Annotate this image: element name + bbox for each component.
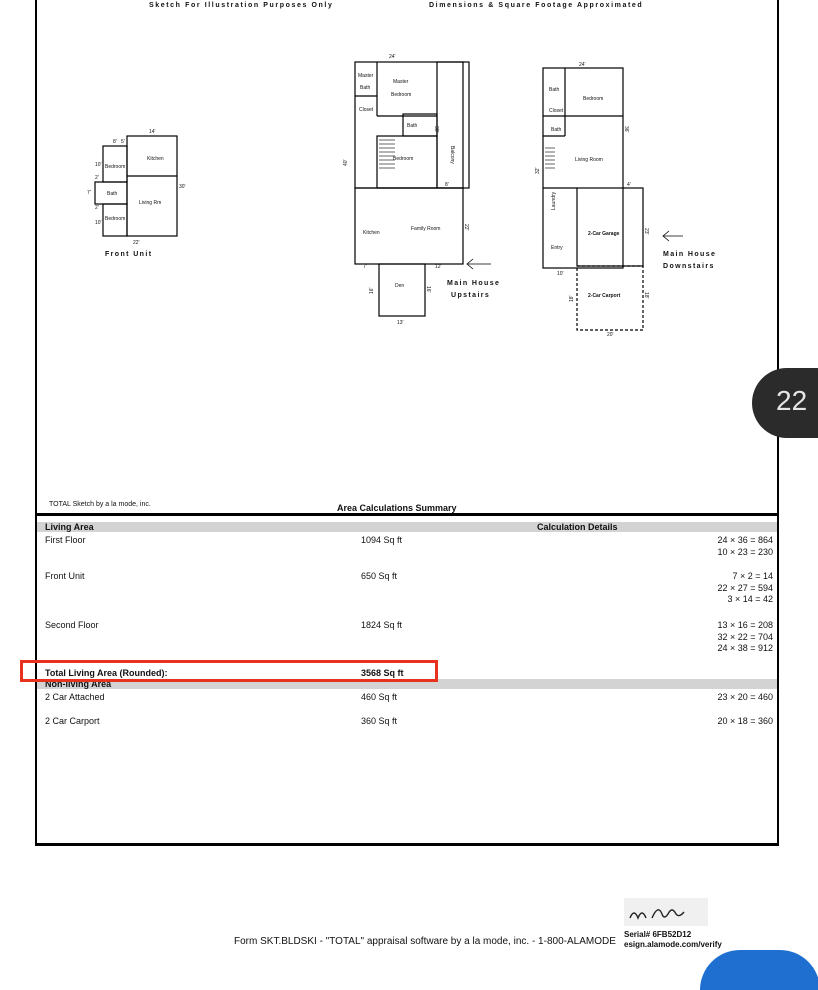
upstairs-room: Master bbox=[358, 73, 374, 79]
downstairs-dim: 24' bbox=[579, 62, 586, 68]
upstairs-caption: Upstairs bbox=[451, 292, 491, 299]
downstairs-room: Bath bbox=[549, 87, 560, 93]
upstairs-dim: 16' bbox=[369, 287, 375, 294]
upstairs-room: Den bbox=[395, 283, 405, 289]
front-unit-dim: 10' bbox=[95, 162, 102, 168]
sketch-disclaimer: Sketch For Illustration Purposes Only bbox=[149, 2, 334, 9]
serial-block bbox=[624, 930, 722, 950]
downstairs-dim: 32' bbox=[535, 167, 541, 174]
downstairs-room: Living Room bbox=[575, 157, 603, 163]
calc-line: 24 × 36 = 864 bbox=[717, 535, 773, 545]
upstairs-plan bbox=[355, 62, 469, 316]
direction-arrows bbox=[467, 231, 683, 269]
footer-form-text: Form SKT.BLDSKI - "TOTAL" appraisal software by a la mode, inc. - 1-800-ALAMODE bbox=[234, 936, 616, 947]
upstairs-dim: 24' bbox=[389, 54, 396, 60]
upstairs-room: Family Room bbox=[411, 226, 441, 232]
row-label: Front Unit bbox=[45, 571, 85, 581]
calc-line: 32 × 22 = 704 bbox=[717, 631, 773, 642]
front-unit-dim: 2' bbox=[95, 205, 99, 211]
upstairs-dim: 22' bbox=[463, 224, 469, 231]
upstairs-room: Closet bbox=[359, 107, 374, 113]
serial-number: Serial# 6FB52D12 bbox=[624, 930, 692, 939]
row-area: 460 Sq ft bbox=[361, 692, 398, 702]
front-unit-dim: 5' bbox=[121, 139, 125, 145]
corner-accent bbox=[700, 950, 818, 990]
front-unit-caption: Front Unit bbox=[105, 251, 153, 258]
front-unit-room: Bedroom bbox=[105, 164, 126, 170]
upstairs-room: Bedroom bbox=[391, 92, 412, 98]
living-area-header: Living Area bbox=[45, 522, 94, 532]
front-unit-room: Bedroom bbox=[105, 216, 126, 222]
page-number: 22 bbox=[776, 385, 808, 416]
upstairs-caption: Main House bbox=[447, 280, 501, 287]
downstairs-caption: Downstairs bbox=[663, 263, 715, 270]
front-unit-dim: 10' bbox=[95, 220, 102, 226]
row-label: Second Floor bbox=[45, 620, 99, 630]
front-unit-dim: 2' bbox=[95, 175, 99, 181]
total-label: Total Living Area (Rounded): bbox=[45, 668, 168, 678]
calc-line: 24 × 38 = 912 bbox=[717, 643, 773, 653]
row-area: 360 Sq ft bbox=[361, 716, 398, 726]
document-page bbox=[35, 0, 779, 846]
area-summary-title: Area Calculations Summary bbox=[337, 503, 457, 513]
total-area-highlight-box bbox=[20, 660, 438, 682]
upstairs-dim: 16' bbox=[425, 286, 431, 293]
row-area: 1824 Sq ft bbox=[361, 620, 403, 630]
row-calc: 23 × 20 = 460 bbox=[717, 692, 773, 702]
row-calc: 20 × 18 = 360 bbox=[717, 716, 773, 726]
calc-line: 3 × 14 = 42 bbox=[727, 594, 773, 604]
calculation-details-header: Calculation Details bbox=[537, 522, 618, 532]
upstairs-room: Bath bbox=[407, 123, 418, 129]
upstairs-dim: 12' bbox=[435, 264, 442, 270]
front-unit-dim: 7' bbox=[87, 190, 91, 196]
downstairs-room: Bedroom bbox=[583, 96, 604, 102]
sketch-credit: TOTAL Sketch by a la mode, inc. bbox=[49, 501, 151, 508]
row-calc bbox=[717, 571, 773, 606]
row-label: First Floor bbox=[45, 535, 86, 545]
downstairs-room: 2-Car Garage bbox=[588, 231, 620, 237]
downstairs-dim: 20' bbox=[607, 332, 614, 338]
upstairs-room: Master bbox=[393, 79, 409, 85]
front-unit-room: Living Rm bbox=[139, 200, 162, 206]
front-unit-room: Bath bbox=[107, 191, 118, 197]
downstairs-room: Closet bbox=[549, 108, 564, 114]
front-unit-dim: 8' bbox=[113, 139, 117, 145]
row-calc bbox=[717, 535, 773, 558]
calc-line: 7 × 2 = 14 bbox=[732, 571, 773, 581]
downstairs-dim: 36' bbox=[623, 126, 629, 133]
downstairs-room: 2-Car Carport bbox=[588, 293, 621, 299]
row-calc bbox=[717, 620, 773, 655]
upstairs-dim: 8' bbox=[445, 182, 449, 188]
downstairs-dim: 18' bbox=[643, 292, 649, 299]
calc-line: 10 × 23 = 230 bbox=[717, 546, 773, 557]
front-unit-dim: 22' bbox=[133, 240, 140, 246]
upstairs-dim: 13' bbox=[397, 320, 404, 326]
downstairs-room: Bath bbox=[551, 127, 562, 133]
upstairs-room: Bedroom bbox=[393, 156, 414, 162]
signature-image bbox=[624, 898, 708, 926]
floor-plan-drawing bbox=[37, 0, 781, 496]
upstairs-room: Balcony bbox=[449, 146, 455, 164]
upstairs-dim: 40' bbox=[343, 159, 349, 166]
downstairs-dim: 23' bbox=[643, 228, 649, 235]
downstairs-room: Laundry bbox=[551, 191, 557, 210]
calc-line: 22 × 27 = 594 bbox=[717, 582, 773, 593]
upstairs-room: Bath bbox=[360, 85, 371, 91]
row-area: 1094 Sq ft bbox=[361, 535, 403, 545]
downstairs-dim: 10' bbox=[557, 271, 564, 277]
verify-link[interactable]: esign.alamode.com/verify bbox=[624, 940, 722, 949]
front-unit-room: Kitchen bbox=[147, 156, 164, 162]
upstairs-dim: 38' bbox=[433, 126, 439, 133]
upstairs-room: Kitchen bbox=[363, 230, 380, 236]
downstairs-room: Entry bbox=[551, 245, 563, 251]
front-unit-dim: 14' bbox=[149, 129, 156, 135]
downstairs-caption: Main House bbox=[663, 251, 717, 258]
row-label: 2 Car Attached bbox=[45, 692, 105, 702]
dimensions-disclaimer: Dimensions & Square Footage Approximated bbox=[429, 2, 644, 9]
row-label: 2 Car Carport bbox=[45, 716, 100, 726]
downstairs-dim: 4' bbox=[627, 182, 631, 188]
page-number-badge[interactable] bbox=[752, 368, 818, 438]
signature-icon bbox=[624, 898, 708, 926]
total-value: 3568 Sq ft bbox=[361, 668, 404, 678]
area-calculations-table bbox=[37, 513, 777, 726]
floor-plan-sketch bbox=[37, 0, 781, 496]
upstairs-dim: 7' bbox=[363, 264, 367, 270]
calc-line: 13 × 16 = 208 bbox=[717, 620, 773, 630]
non-living-header: Non-living Area bbox=[45, 679, 112, 689]
living-area-header-band bbox=[37, 522, 777, 532]
stairs-hatching bbox=[379, 140, 555, 168]
front-unit-dim: 30' bbox=[179, 184, 186, 190]
row-area: 650 Sq ft bbox=[361, 571, 398, 581]
downstairs-dim: 18' bbox=[569, 295, 575, 302]
